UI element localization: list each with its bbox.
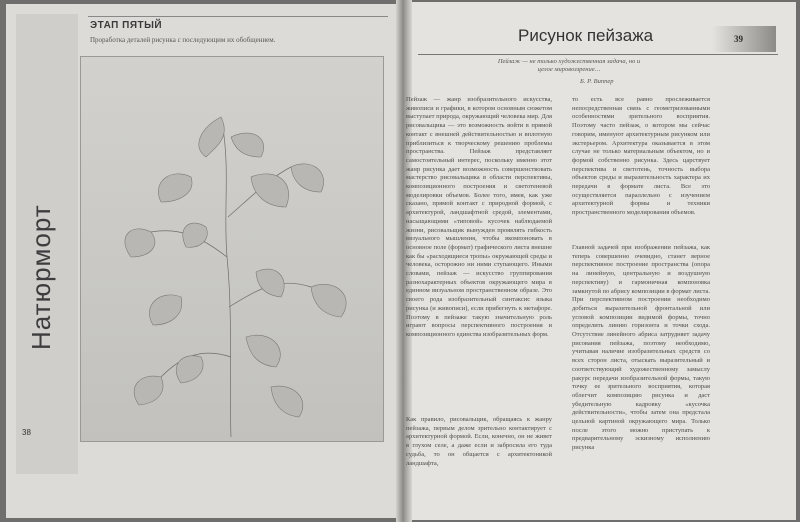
epigraph: Пейзаж — не только художественная задача, но и целое мировоззрение… xyxy=(497,58,641,73)
text-column-middle: Пейзаж — жанр изобразительного искусства, живописи и графики, в котором основным сюжетом выступает природа, окружающий человека мир. Для рисовальщика — это возможность войти в прямой контакт с внешней действительностью и вплотную приблизиться к творческому решению проблемы пространства. Пейзаж представляет самостоятельный интерес, поскольку именно этот жанр рисунка дает возможность совершенствовать мастерство рисовальщика в области перспективы, композиционного построения и светотеневой моделировки объемов. Более того, имея, как уже сказано, прямой контакт с природной формой, с архитектурой, ландшафтной средой, элементами, насыщающими «типовой» кусочек наблюдаемой жизни, рисовальщик вынужден проявлять гибкость визуального мышления, чтобы вкомпоновать в основное поле (формат) графического листа внешне как бы «расходящиеся тропы» окружающей среды и человека, осторожно ни ними ступающего. Иными словами, пейзаж — искусство группирования разнохарактерных объектов окружающего мира в единном визуальном пространственном образе. Это своего рода изобразительный синтаксис языка рисунка (и живописи), если прибегнуть к метафоре. Поэтому в пейзаже такую значительную роль играют вопросы перспективного построения и композиционного единства изобразительных форм. xyxy=(406,96,552,338)
text-column-right-top: то есть все равно прослеживается непосредственная связь с геометризованными особенностями зрительного восприятия. Поэтому часто пейзаж, о котором мы сейчас говорим, именуют архитектурным рисунком или экстерьером. Архитектура оказывается в этом случае не только материальным объектом, но и формой собственно рисунка. Здесь царствует перспектива и светотень, точность выбора объектов среды и выразительность характера их передачи в формате листа. Все это осуществляется параллельно с изучением архитектурной формы и техники пространственного моделирования объемов. xyxy=(572,96,710,217)
header-rule-left xyxy=(88,16,388,17)
page-number-tab xyxy=(712,26,776,52)
text-column-right-bottom: Главной задачей при изображении пейзажа, как теперь совершенно очевидно, станет верное перспективное построение пространства (опора на линейную, центральную и воздушную перспективу) и гармоничная компоновка замкнутой по абрису композиции в формат листа. При перспективном построении необходимо добиться выразительной фронтальной или угловой композиции видимой формы, точно определить линию горизонта и точки схода. Отсутствие линейного абриса затрудняет задачу рисования пейзажа, поэтому необходимо, учитывая наличие изобразительных средств со всех сторон листа, отыскать выразительный и соответствующий художественному замыслу ракурс передачи изобразительной формы, такую точку ее зрительного восприятия, которая облегчит композицию рисунка и даст убедительную кадровку «кусочка действительности», чтобы затем она предстала цельной картиной окружающего мира. Только после этого можно приступать к предварительному эскизному исполнению рисунка xyxy=(572,244,711,452)
plant-drawing xyxy=(80,56,384,442)
stage-title: ЭТАП ПЯТЫЙ xyxy=(90,20,163,31)
header-rule-right xyxy=(418,54,778,55)
page-number-right: 39 xyxy=(734,34,743,44)
epigraph-author: Б. Р. Виппер xyxy=(580,78,614,85)
page-number-left: 38 xyxy=(22,428,31,437)
side-title-text: Натюрморт xyxy=(26,204,56,350)
text-column-middle-continued: Как правило, рисовальщик, обращаясь к жанру пейзажа, первым делом зрительно контактирует с архитектурной формой. Если, конечно, он не живет в глухом селе, а даже если и забросила его туда судьба, то он общается с архитектоникой ландшафта, xyxy=(406,416,552,467)
side-title xyxy=(22,180,62,380)
plant-sketch-illustration xyxy=(81,57,383,441)
stage-subtitle: Проработка деталей рисунка с последующим их обобщением. xyxy=(90,36,276,44)
page-title: Рисунок пейзажа xyxy=(518,26,654,45)
